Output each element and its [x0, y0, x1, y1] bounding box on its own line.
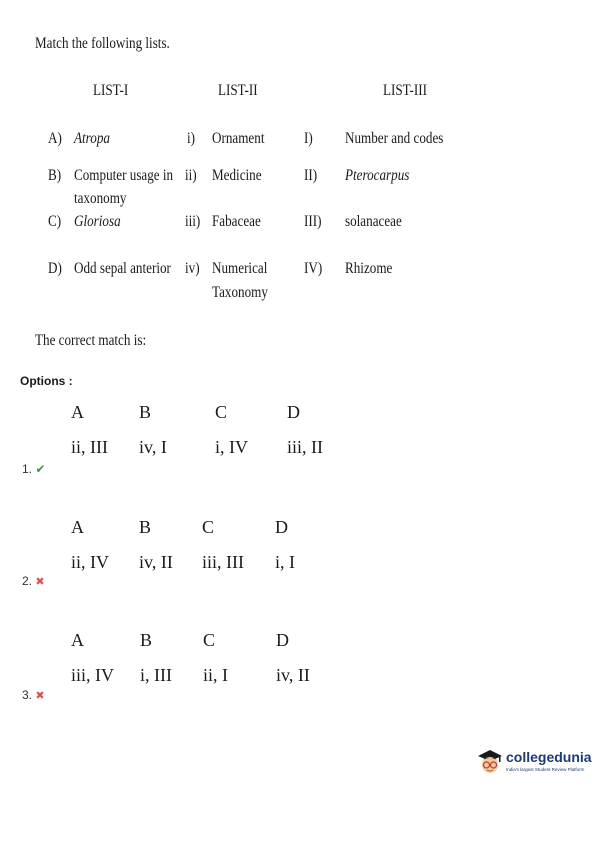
option-label-c: C	[202, 517, 215, 537]
row-key: D)	[48, 260, 62, 277]
list3-key: III)	[304, 213, 322, 230]
list2-key: ii)	[185, 167, 197, 184]
option-label-a: A	[71, 517, 84, 537]
option-value-b: iv, I	[139, 437, 167, 457]
option-value-a: iii, IV	[71, 665, 114, 685]
option-label-d: D	[287, 402, 300, 422]
logo-tagline: India's largest Student Review Platform	[506, 767, 585, 772]
option-value-c: i, IV	[215, 437, 248, 457]
options-title: Options :	[20, 374, 73, 388]
list2-header: LIST-II	[218, 82, 258, 99]
option-label-a: A	[71, 402, 84, 422]
option-number-text: 3.	[22, 688, 33, 702]
option-value-b: i, III	[140, 665, 172, 685]
option-value-d: i, I	[275, 552, 295, 572]
list2-item: Ornament	[212, 130, 265, 147]
list3-key: I)	[304, 130, 313, 147]
list1-item: Odd sepal anterior	[74, 260, 171, 277]
list3-header: LIST-III	[383, 82, 427, 99]
option-value-d: iii, II	[287, 437, 323, 457]
list3-item: Pterocarpus	[345, 167, 410, 184]
list1-item: Gloriosa	[74, 213, 121, 230]
question-text: Match the following lists.	[35, 35, 170, 52]
list3-key: II)	[304, 167, 318, 184]
option-label-d: D	[275, 517, 288, 537]
row-key: B)	[48, 167, 62, 184]
option-number	[22, 462, 45, 476]
list2-key: iii)	[185, 213, 201, 230]
list1-item-continued: taxonomy	[74, 190, 127, 207]
option-value-c: ii, I	[203, 665, 228, 685]
check-icon: ✔	[35, 462, 46, 476]
list2-key: i)	[187, 130, 196, 147]
collegedunia-logo	[476, 745, 592, 781]
option-label-a: A	[71, 630, 84, 650]
cross-icon: ✖	[35, 576, 45, 588]
option-value-b: iv, II	[139, 552, 173, 572]
option-label-c: C	[203, 630, 216, 650]
option-value-a: ii, IV	[71, 552, 109, 572]
row-key: A)	[48, 130, 62, 147]
list3-item: Number and codes	[345, 130, 444, 147]
list2-key: iv)	[185, 260, 200, 277]
option-value-d: iv, II	[276, 665, 310, 685]
option-value-c: iii, III	[202, 552, 244, 572]
list2-item-continued: Taxonomy	[212, 284, 268, 301]
list1-header: LIST-I	[93, 82, 129, 99]
option-number	[22, 574, 45, 588]
list3-item: solanaceae	[345, 213, 402, 230]
list3-key: IV)	[304, 260, 323, 277]
option-label-c: C	[215, 402, 228, 422]
option-number	[22, 688, 45, 702]
option-label-b: B	[139, 402, 152, 422]
logo-name: collegedunia	[506, 749, 592, 765]
list2-item: Medicine	[212, 167, 262, 184]
mascot-icon	[476, 747, 504, 777]
list3-item: Rhizome	[345, 260, 393, 277]
list2-item: Numerical	[212, 260, 268, 277]
match-prompt: The correct match is:	[35, 332, 147, 349]
option-label-d: D	[276, 630, 289, 650]
option-number-text: 1.	[22, 462, 33, 476]
option-label-b: B	[139, 517, 152, 537]
list1-item: Atropa	[74, 130, 110, 147]
option-label-b: B	[140, 630, 153, 650]
row-key: C)	[48, 213, 62, 230]
cross-icon: ✖	[35, 690, 45, 702]
list1-item: Computer usage in	[74, 167, 174, 184]
option-number-text: 2.	[22, 574, 33, 588]
option-value-a: ii, III	[71, 437, 108, 457]
list2-item: Fabaceae	[212, 213, 261, 230]
